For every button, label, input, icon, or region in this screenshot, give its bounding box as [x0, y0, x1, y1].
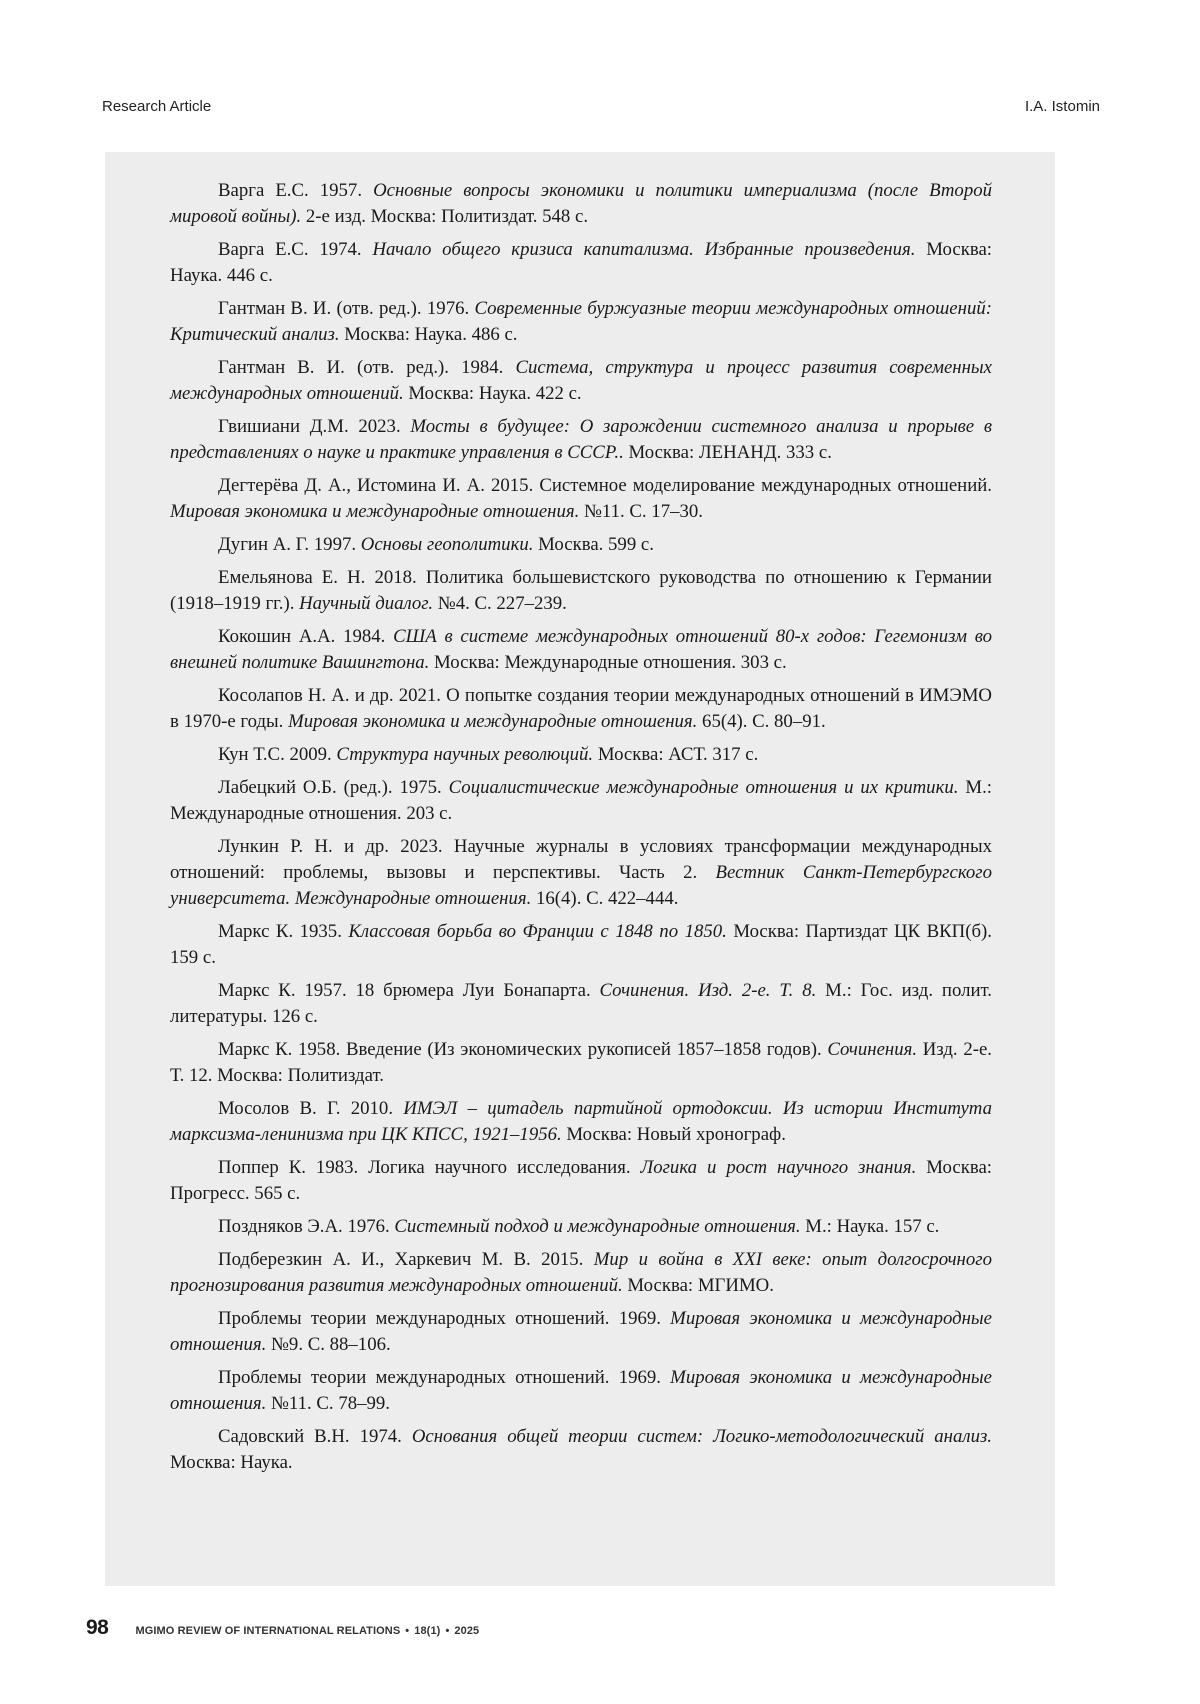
reference-details: Москва: Наука. 422 с. — [404, 383, 582, 404]
reference-details: 16(4). С. 422–444. — [531, 888, 678, 909]
reference-details: №4. С. 227–239. — [433, 593, 567, 614]
reference-details: 2-е изд. Москва: Политиздат. 548 с. — [301, 206, 588, 227]
reference-text: Гантман В. И. (отв. ред.). 1984. — [218, 357, 516, 378]
reference-entry — [170, 834, 992, 912]
reference-title: Вестник Санкт-Петербургского университета. Международные отношения. — [170, 862, 992, 909]
reference-entry — [170, 296, 992, 348]
reference-title: Логика и рост научного знания. — [641, 1157, 917, 1178]
journal-name: MGIMO REVIEW OF INTERNATIONAL RELATIONS — [135, 1625, 400, 1637]
reference-details: Москва: Партиздат ЦК ВКП(б). 159 с. — [170, 921, 992, 968]
reference-entry — [170, 742, 992, 768]
reference-text: Поппер К. 1983. Логика научного исследования. — [218, 1157, 641, 1178]
reference-entry — [170, 355, 992, 407]
reference-title: Система, структура и процесс развития современных международных отношений. — [170, 357, 992, 404]
reference-text: Гантман В. И. (отв. ред.). 1976. — [218, 298, 474, 319]
reference-details: №9. С. 88–106. — [266, 1334, 390, 1355]
reference-details: 65(4). С. 80–91. — [697, 711, 825, 732]
reference-text: Кокошин А.А. 1984. — [218, 626, 393, 647]
reference-details: М.: Международные отношения. 203 с. — [170, 777, 992, 824]
journal-issue: 18(1) — [414, 1625, 440, 1637]
reference-details: №11. С. 17–30. — [579, 501, 703, 522]
reference-entry — [170, 683, 992, 735]
article-type-label: Research Article — [102, 98, 211, 115]
reference-title: Современные буржуазные теории международных отношений: Критический анализ. — [170, 298, 992, 345]
reference-text: Садовский В.Н. 1974. — [218, 1426, 412, 1447]
reference-title: Сочинения. Изд. 2-е. Т. 8. — [600, 980, 817, 1001]
reference-title: Мировая экономика и международные отношения. — [170, 501, 579, 522]
reference-title: Системный подход и международные отношения. — [394, 1216, 800, 1237]
reference-title: Начало общего кризиса капитализма. Избранные произведения. — [372, 239, 915, 260]
reference-details: Москва: Прогресс. 565 с. — [170, 1157, 992, 1204]
reference-text: Дугин А. Г. 1997. — [218, 534, 361, 555]
reference-title: Основания общей теории систем: Логико-методологический анализ. — [412, 1426, 992, 1447]
reference-text: Маркс К. 1935. — [218, 921, 348, 942]
reference-details: №11. С. 78–99. — [266, 1393, 390, 1414]
reference-title: США в системе международных отношений 80-х годов: Гегемонизм во внешней политике Вашингтона. — [170, 626, 992, 673]
reference-text: Подберезкин А. И., Харкевич М. В. 2015. — [218, 1249, 594, 1270]
reference-text: Косолапов Н. А. и др. 2021. О попытке создания теории международных отношений в ИМЭМО в 1970-е годы. — [170, 685, 992, 732]
reference-details: Москва: МГИМО. — [623, 1275, 774, 1296]
reference-title: Основы геополитики. — [361, 534, 534, 555]
reference-details: Изд. 2-е. Т. 12. Москва: Политиздат. — [170, 1039, 992, 1086]
reference-title: Мировая экономика и международные отношения. — [170, 1308, 992, 1355]
reference-entry — [170, 1424, 992, 1476]
separator-bullet: • — [405, 1625, 409, 1637]
reference-text: Варга Е.С. 1957. — [218, 180, 373, 201]
reference-title: Классовая борьба во Франции с 1848 по 1850. — [348, 921, 726, 942]
reference-entry — [170, 1365, 992, 1417]
references-panel — [105, 152, 1055, 1586]
reference-details: Москва: Наука. 486 с. — [340, 324, 518, 345]
reference-details: Москва. 599 с. — [533, 534, 654, 555]
reference-entry — [170, 473, 992, 525]
reference-entry — [170, 919, 992, 971]
reference-text: Лункин Р. Н. и др. 2023. Научные журналы в условиях трансформации международных отношений: проблемы, вызовы и перспективы. Часть 2. — [170, 836, 992, 883]
reference-text: Варга Е.С. 1974. — [218, 239, 372, 260]
references-list — [170, 178, 992, 1483]
separator-bullet: • — [445, 1625, 449, 1637]
author-label: I.A. Istomin — [1025, 98, 1100, 115]
reference-details: М.: Гос. изд. полит. литературы. 126 с. — [170, 980, 992, 1027]
reference-text: Лабецкий О.Б. (ред.). 1975. — [218, 777, 449, 798]
reference-text: Гвишиани Д.М. 2023. — [218, 416, 410, 437]
reference-entry — [170, 237, 992, 289]
reference-entry — [170, 414, 992, 466]
reference-details: Москва: Наука. — [170, 1452, 293, 1473]
journal-info — [135, 1625, 479, 1637]
reference-details: Москва: ЛЕНАНД. 333 с. — [624, 442, 832, 463]
reference-title: Мир и война в XXI веке: опыт долгосрочного прогнозирования развития международных отношений. — [170, 1249, 992, 1296]
reference-details: М.: Наука. 157 с. — [801, 1216, 940, 1237]
reference-entry — [170, 775, 992, 827]
reference-text: Поздняков Э.А. 1976. — [218, 1216, 394, 1237]
reference-title: Научный диалог. — [299, 593, 433, 614]
reference-entry — [170, 178, 992, 230]
reference-title: Мировая экономика и международные отношения. — [288, 711, 697, 732]
reference-title: Мосты в будущее: О зарождении системного анализа и прорыве в представлениях о науке и практике управления в СССР.. — [170, 416, 992, 463]
reference-text: Емельянова Е. Н. 2018. Политика большевистского руководства по отношению к Германии (1918–1919 гг.). — [170, 567, 992, 614]
reference-title: Мировая экономика и международные отношения. — [170, 1367, 992, 1414]
reference-entry — [170, 1247, 992, 1299]
page-number: 98 — [86, 1616, 108, 1639]
page-footer — [86, 1616, 479, 1644]
reference-title: Социалистические международные отношения и их критики. — [449, 777, 959, 798]
journal-year: 2025 — [454, 1625, 479, 1637]
reference-entry — [170, 1306, 992, 1358]
reference-title: Основные вопросы экономики и политики империализма (после Второй мировой войны). — [170, 180, 992, 227]
reference-entry — [170, 624, 992, 676]
reference-text: Проблемы теории международных отношений. 1969. — [218, 1367, 670, 1388]
reference-entry — [170, 1037, 992, 1089]
reference-details: Москва: Новый хронограф. — [562, 1124, 786, 1145]
reference-text: Дегтерёва Д. А., Истомина И. А. 2015. Системное моделирование международных отношений. — [218, 475, 992, 496]
reference-title: ИМЭЛ – цитадель партийной ортодоксии. Из истории Института марксизма-ленинизма при ЦК КПСС, 1921–1956. — [170, 1098, 992, 1145]
reference-entry — [170, 1155, 992, 1207]
reference-entry — [170, 1214, 992, 1240]
reference-entry — [170, 565, 992, 617]
reference-details: Москва: АСТ. 317 с. — [593, 744, 758, 765]
reference-title: Сочинения. — [827, 1039, 917, 1060]
reference-entry — [170, 532, 992, 558]
reference-text: Маркс К. 1958. Введение (Из экономических рукописей 1857–1858 годов). — [218, 1039, 827, 1060]
reference-text: Проблемы теории международных отношений. 1969. — [218, 1308, 670, 1329]
reference-text: Маркс К. 1957. 18 брюмера Луи Бонапарта. — [218, 980, 600, 1001]
reference-entry — [170, 978, 992, 1030]
reference-details: Москва: Международные отношения. 303 с. — [429, 652, 786, 673]
reference-text: Кун Т.С. 2009. — [218, 744, 336, 765]
reference-details: Москва: Наука. 446 с. — [170, 239, 992, 286]
running-header — [102, 98, 1100, 120]
reference-title: Структура научных революций. — [336, 744, 593, 765]
reference-text: Мосолов В. Г. 2010. — [218, 1098, 403, 1119]
reference-entry — [170, 1096, 992, 1148]
